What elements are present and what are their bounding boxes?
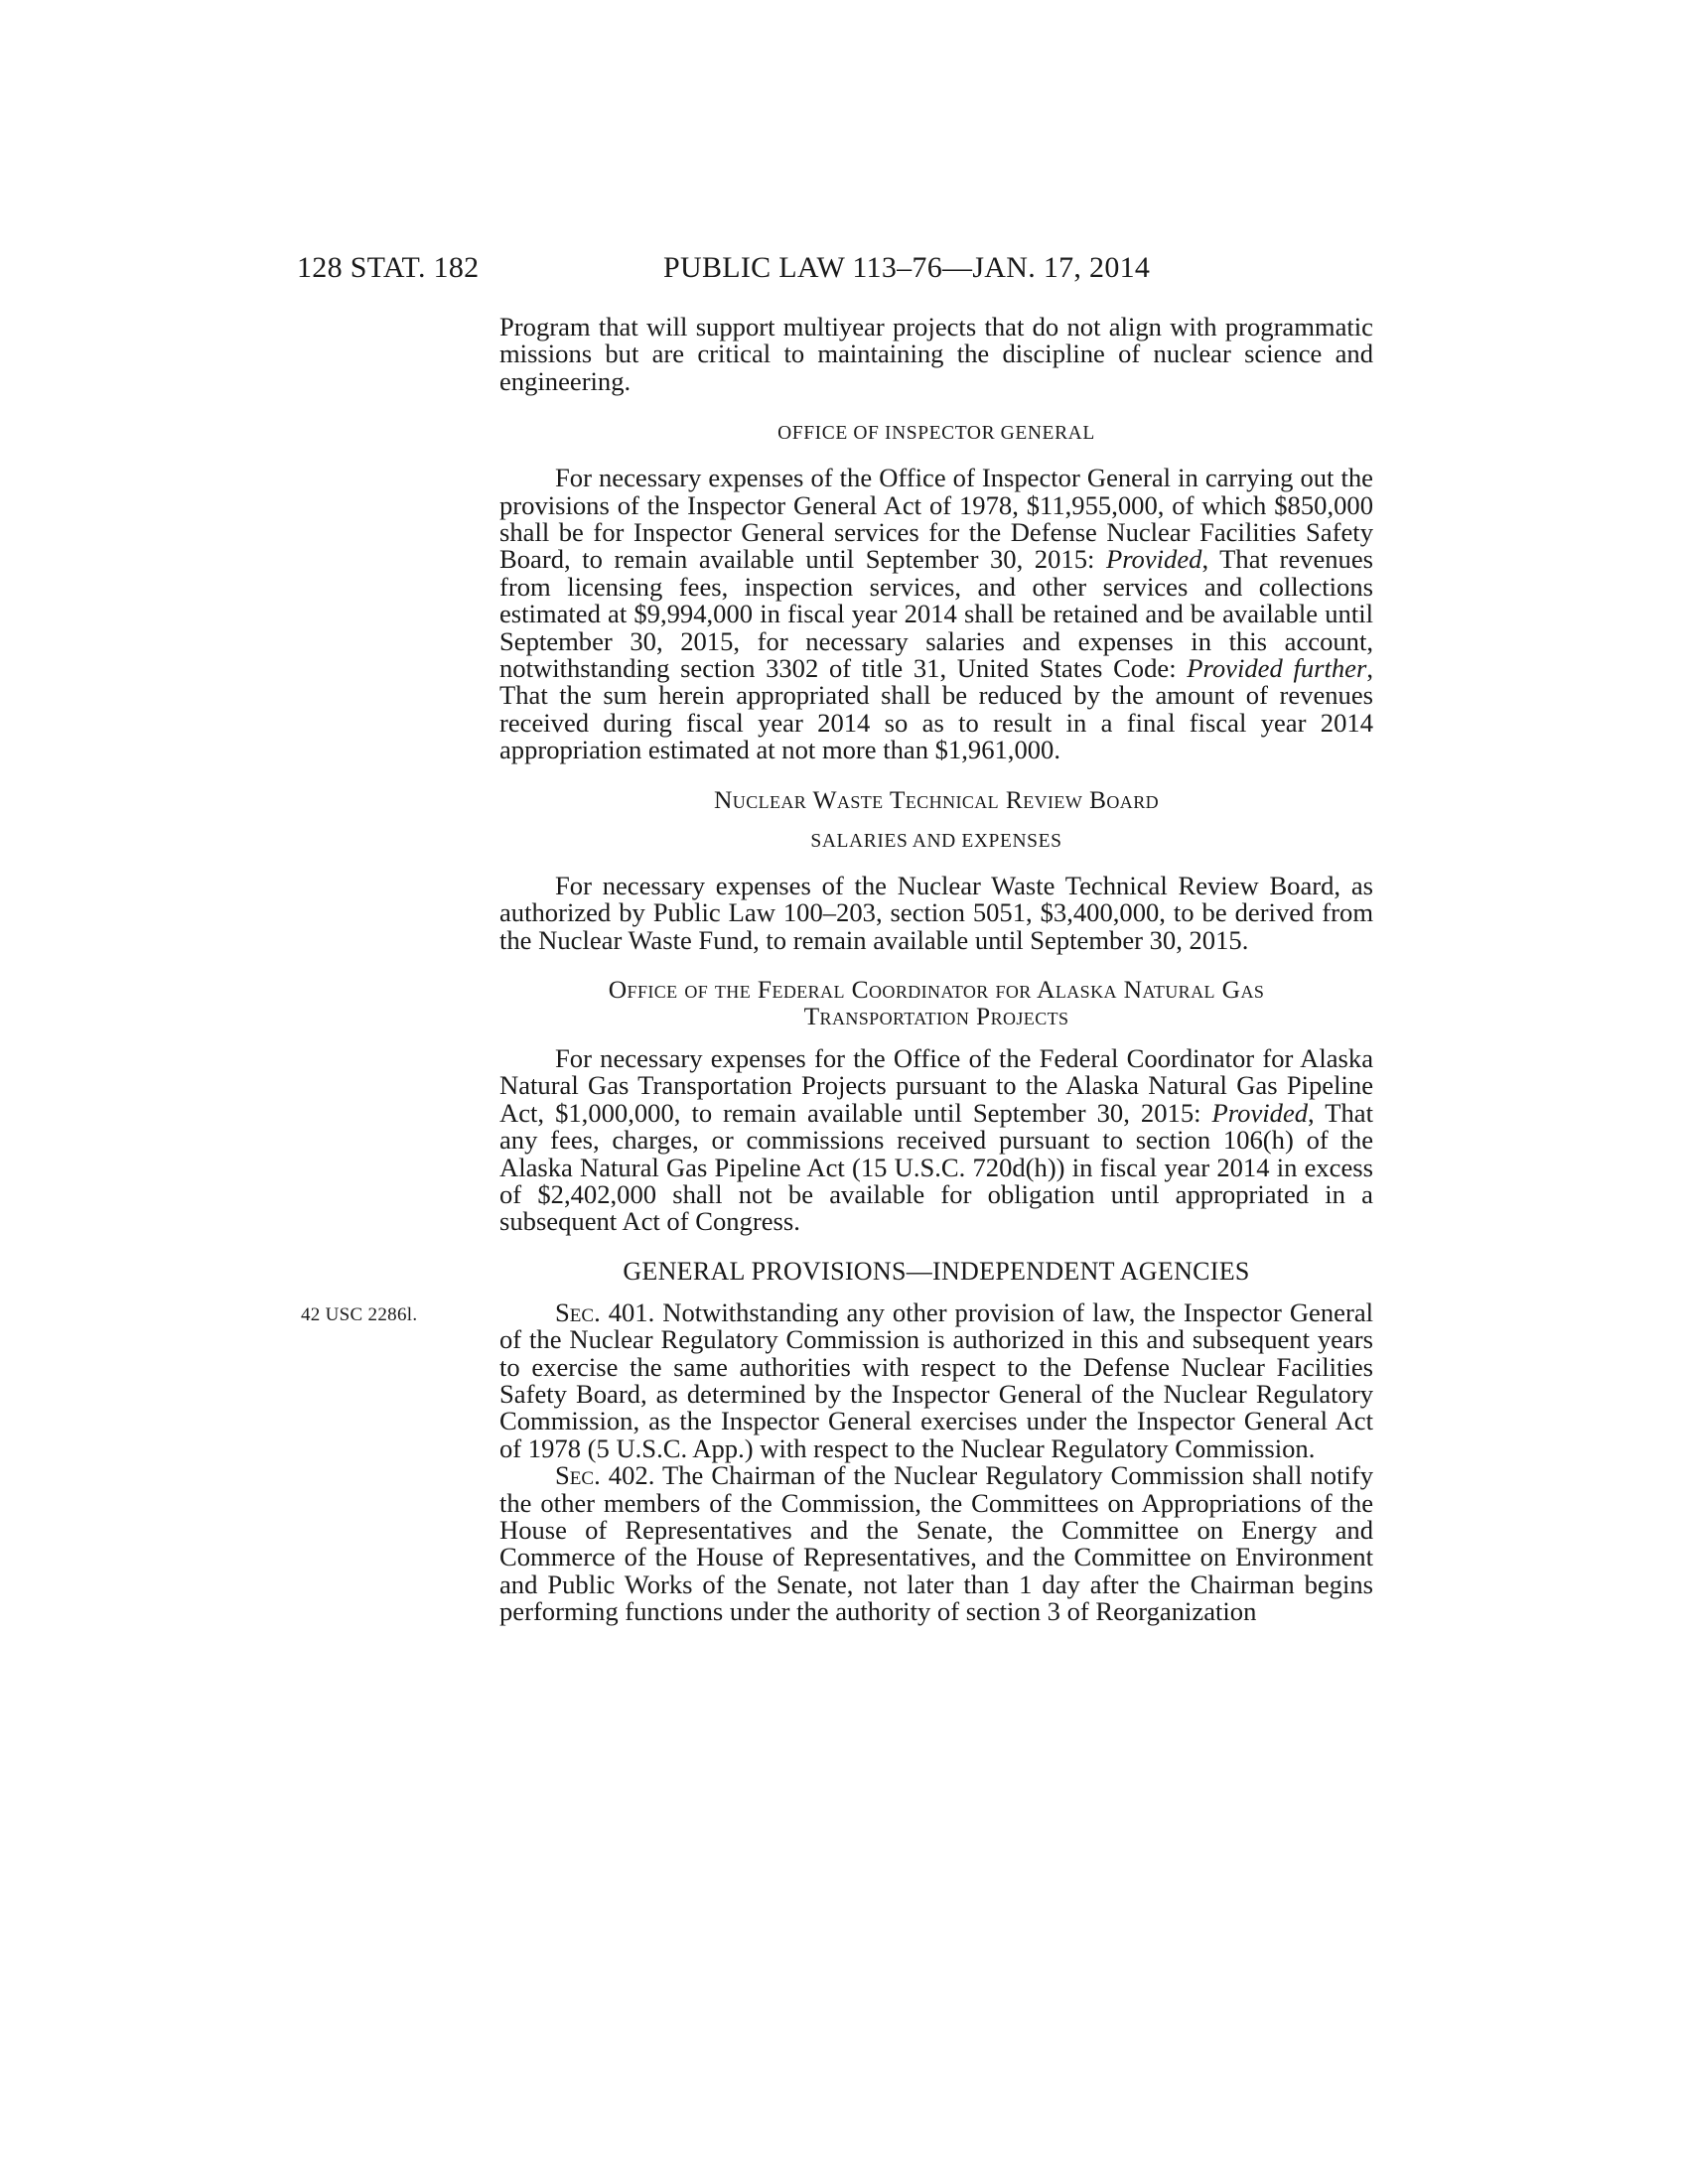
body-text — [301, 312, 1374, 1627]
sec-402-number: . 402. — [594, 1460, 662, 1491]
oig-provided: Provided — [1105, 544, 1202, 575]
oig-text-3: , That the sum herein appropriated shall be reduced by the amount of revenues received during fiscal year 2014 so as to result in a final fiscal year 2014 appropriation estimated at not more than $1,961,000. — [499, 653, 1373, 765]
sec-401-number: . 401. — [594, 1297, 663, 1327]
alaska-text-2: , That any fees, charges, or commissions received pursuant to section 106(h) of the Alaska Natural Gas Pipeline Act (15 U.S.C. 720d(h)) in fiscal year 2014 in excess of $2,402,000 shall not be available for obligation until appropriated in a subsequent Act of Congress. — [499, 1097, 1373, 1237]
sec-401-paragraph — [499, 1299, 1373, 1462]
intro-paragraph: Program that will support multiyear projects that do not align with programmatic missions but are critical to maintaining the discipline of nuclear science and engineering. — [499, 312, 1373, 396]
alaska-provided: Provided — [1211, 1097, 1309, 1128]
alaska-paragraph — [499, 1042, 1373, 1237]
running-header — [0, 248, 1688, 288]
alaska-text-1: For necessary expenses for the Office of the Federal Coordinator for Alaska Natural Gas Transportation Projects pursuant to the Alaska Natural Gas Pipeline Act, $1,000,000, to remain available until September 30, 2015: — [499, 1042, 1373, 1128]
section-401 — [301, 1297, 1374, 1463]
alaska-heading-line2: Transportation Projects — [803, 1001, 1069, 1030]
sec-401-text: Notwithstanding any other provision of law, the Inspector General of the Nuclear Regulatory Commission is authorized in this and subsequent years to exercise the same authorities with respect to the Defense Nuclear Facilities Safety Board, as determined by the Inspector General of the Nuclear Regulatory Commission, as the Inspector General exercises under the Inspector General Act of 1978 (5 U.S.C. App.) with respect to the Nuclear Regulatory Commission. — [499, 1297, 1374, 1463]
nwtrb-heading: Nuclear Waste Technical Review Board — [713, 784, 1160, 814]
margin-citation: 42 USC 2286l. — [301, 1303, 418, 1325]
oig-provided-further: Provided further — [1187, 653, 1367, 684]
oig-text-2: , That revenues from licensing fees, inspection services, and other services and collections estimated at $9,994,000 in fiscal year 2014 shall be retained and be available until September 30, 2015, for necessary salaries and expenses in this account, notwithstanding section 3302 of title 31, United States Code: — [499, 544, 1373, 684]
alaska-heading — [499, 976, 1373, 1029]
oig-paragraph — [499, 465, 1373, 763]
sec-402-paragraph — [499, 1462, 1373, 1625]
sec-402-text: The Chairman of the Nuclear Regulatory Commission shall notify the other members of the Commission, the Committees on Appropriations of the House of Representatives and the Senate, the Committee on Energy and Commerce of the House of Representatives, and the Committee on Environment and Public Works of the Senate, not later than 1 day after the Chairman begins performing functions under the authority of section 3 of Reorganization — [499, 1460, 1373, 1627]
alaska-heading-line1: Office of the Federal Coordinator for Alaska Natural Gas — [608, 974, 1265, 1004]
sec-401-label: Sec — [555, 1297, 595, 1327]
nwtrb-paragraph: For necessary expenses of the Nuclear Waste Technical Review Board, as authorized by Public Law 100–203, section 5051, $3,400,000, to be derived from the Nuclear Waste Fund, to remain available until September 30, 2015. — [499, 870, 1373, 955]
stat-page-number: 128 STAT. 182 — [297, 251, 480, 284]
oig-heading: OFFICE OF INSPECTOR GENERAL — [777, 423, 1095, 445]
sec-402-label: Sec — [555, 1460, 595, 1491]
public-law-citation: PUBLIC LAW 113–76—JAN. 17, 2014 — [663, 251, 1151, 284]
oig-text-1: For necessary expenses of the Office of Inspector General in carrying out the provisions of the Inspector General Act of 1978, $11,955,000, of which $850,000 shall be for Inspector General services for the Defense Nuclear Facilities Safety Board, to remain available until September 30, 2015: — [499, 463, 1373, 575]
nwtrb-subheading: SALARIES AND EXPENSES — [810, 830, 1062, 852]
general-provisions-heading: GENERAL PROVISIONS—INDEPENDENT AGENCIES — [623, 1256, 1250, 1286]
